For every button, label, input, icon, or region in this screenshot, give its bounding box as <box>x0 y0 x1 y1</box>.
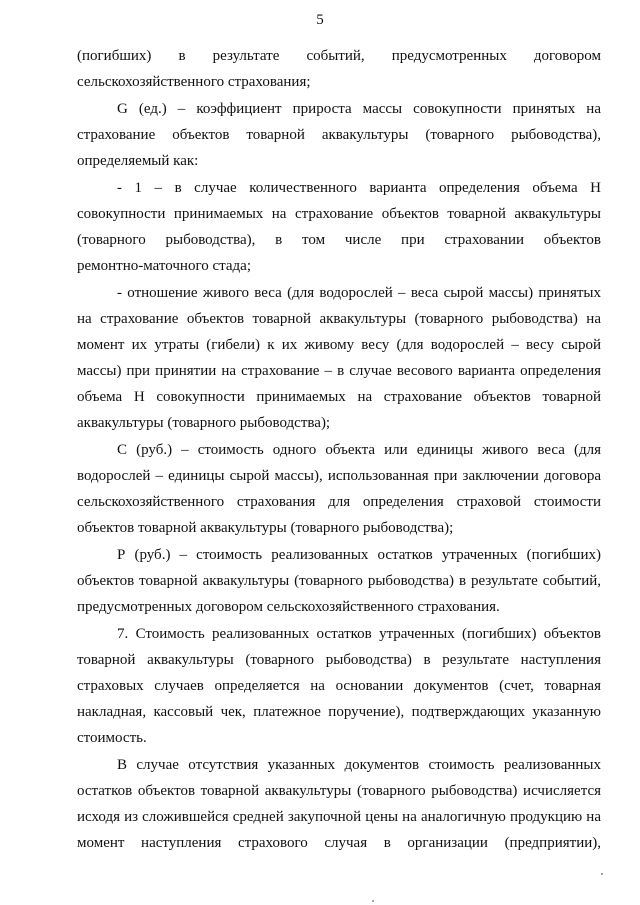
text-line: момент наступления страхового случая в организации (предприятии), <box>77 835 601 851</box>
text-line: страхование объектов товарной аквакультуры (товарного рыбоводства), <box>77 127 601 143</box>
text-line: - 1 – в случае количественного варианта определения объема Н <box>117 180 601 196</box>
text-line: водорослей – единицы сырой массы), использованная при заключении договора <box>77 468 601 484</box>
text-line: массы) при принятии на страхование – в случае весового варианта определения <box>77 363 601 379</box>
text-line: - отношение живого веса (для водорослей – веса сырой массы) принятых <box>117 285 601 301</box>
text-line: стоимость. <box>77 730 147 746</box>
text-line: аквакультуры (товарного рыбоводства); <box>77 415 331 431</box>
scan-speck <box>601 873 603 875</box>
text-line: накладная, кассовый чек, платежное поручение), подтверждающих указанную <box>77 704 601 720</box>
text-line: страховых случаев определяется на основании документов (счет, товарная <box>77 678 601 694</box>
text-line: момент их утраты (гибели) к их живому весу (для водорослей – весу сырой <box>77 337 601 353</box>
text-line: товарной аквакультуры (товарного рыбоводства) в результате наступления <box>77 652 601 668</box>
text-line: исходя из сложившейся средней закупочной цены на аналогичную продукцию на <box>77 809 601 825</box>
text-line: (товарного рыбоводства), в том числе при страховании объектов <box>77 232 601 248</box>
text-line: G (ед.) – коэффициент прироста массы совокупности принятых на <box>117 101 601 117</box>
document-body <box>77 43 601 856</box>
text-line: объектов товарной аквакультуры (товарного рыбоводства) в результате событий, <box>77 573 601 589</box>
text-line: сельскохозяйственного страхования; <box>77 74 311 90</box>
text-line: Р (руб.) – стоимость реализованных остатков утраченных (погибших) <box>117 547 601 563</box>
text-line: остатков объектов товарной аквакультуры (товарного рыбоводства) исчисляется <box>77 783 601 799</box>
text-line: объема Н совокупности принимаемых на страхование объектов товарной <box>77 389 601 405</box>
text-line: предусмотренных договором сельскохозяйственного страхования. <box>77 599 500 615</box>
text-line: определяемый как: <box>77 153 199 169</box>
text-line: сельскохозяйственного страхования для определения страховой стоимости <box>77 494 601 510</box>
scan-speck <box>372 900 374 902</box>
text-line: объектов товарной аквакультуры (товарного рыбоводства); <box>77 520 454 536</box>
text-line: на страхование объектов товарной аквакультуры (товарного рыбоводства) на <box>77 311 601 327</box>
page-number: 5 <box>316 12 324 28</box>
text-line: С (руб.) – стоимость одного объекта или единицы живого веса (для <box>117 442 601 458</box>
text-line: ремонтно-маточного стада; <box>77 258 251 274</box>
text-line: 7. Стоимость реализованных остатков утраченных (погибших) объектов <box>117 626 601 642</box>
text-line: В случае отсутствия указанных документов стоимость реализованных <box>117 757 601 773</box>
text-line: (погибших) в результате событий, предусмотренных договором <box>77 48 601 64</box>
text-line: совокупности принимаемых на страхование объектов товарной аквакультуры <box>77 206 601 222</box>
